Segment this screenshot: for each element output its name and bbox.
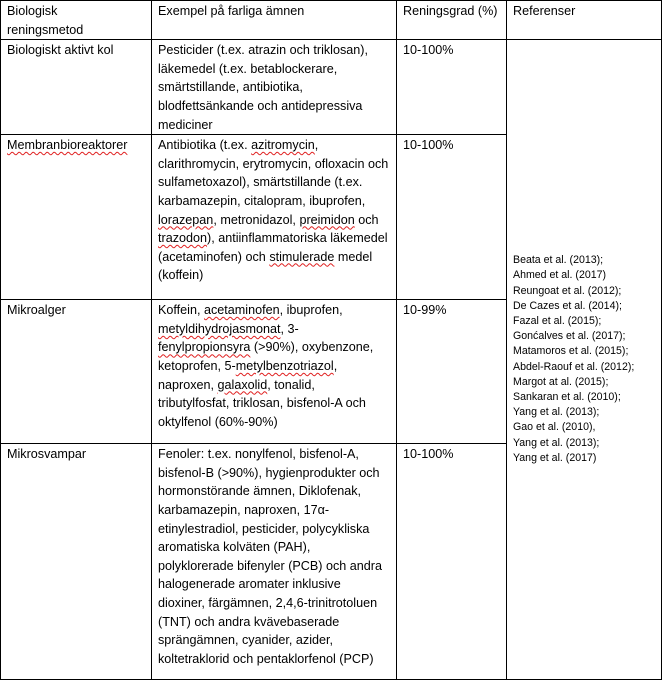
text-run: ), antiinflammatoriska läkemedel (acetaminofen) och — [158, 231, 388, 264]
degree-cell: 10-100% — [397, 444, 507, 680]
text-run: och — [354, 212, 379, 227]
method-cell: Mikroalger — [1, 300, 152, 444]
reference-item: Yang et al. (2013); — [513, 436, 600, 449]
reference-item: Reungoat et al. (2012); — [513, 284, 622, 297]
degree-cell: 10-100% — [397, 135, 507, 300]
method-cell: Biologiskt aktivt kol — [1, 40, 152, 135]
text-run: , naproxen, — [158, 358, 338, 392]
reference-item: Yang et al. (2017) — [513, 451, 597, 464]
examples-cell: Pesticider (t.ex. atrazin och triklosan), läkemedel (t.ex. betablockerare, smärtstillande, antibiotika, blodfettsänkande och antidepressiva mediciner — [152, 40, 397, 135]
text-run: Antibiotika (t.ex. — [158, 138, 252, 153]
degree-cell: 10-99% — [397, 300, 507, 444]
degree-cell: 10-100% — [397, 40, 507, 135]
reference-item: Sankaran et al. (2010); — [513, 391, 621, 404]
flagged-word: metylbenzotriazol — [235, 358, 334, 373]
flagged-word: trazodon — [158, 231, 208, 246]
reference-item: De Cazes et al. (2014); — [513, 299, 622, 312]
examples-cell — [152, 135, 397, 300]
reference-item: Abdel-Raouf et al. (2012); — [513, 360, 635, 373]
reference-item: Gao et al. (2010), — [513, 421, 596, 434]
text-run: , 3- — [280, 321, 299, 336]
header-method-line1: Biologisk — [7, 4, 58, 18]
text-run: , clarithromycin, erytromycin, ofloxacin och sulfametoxazol), smärtstillande (t.ex. karbamazepin, citalopram, ibuprofen, — [158, 138, 389, 208]
reference-item: Beata et al. (2013); — [513, 254, 604, 267]
table-row — [1, 40, 662, 135]
header-method — [1, 1, 152, 40]
header-row — [1, 1, 662, 40]
flagged-word: preimidon — [299, 212, 355, 227]
examples-cell: Fenoler: t.ex. nonylfenol, bisfenol-A, bisfenol-B (>90%), hygienprodukter och hormonstörande ämnen, Diklofenak, karbamazepin, naproxen, 17α-etinylestradiol, pesticider, polycykliska aromatiska kolväten (PAH), polyklorerade bifenyler (PCB) och andra halogenerade aromater inklusive dioxiner, färgämnen, 2,4,6-trinitrotoluen (TNT) och andra kvävebaserade sprängämnen, cyanider, azider, koltetraklorid och pentaklorfenol (PCP) — [152, 444, 397, 680]
reference-item: Fazal et al. (2015); — [513, 315, 602, 328]
flagged-word: acetaminofen — [203, 303, 280, 318]
text-run: , tonalid, tributylfosfat, triklosan, bisfenol-A och oktylfenol (60%-90%) — [158, 377, 366, 429]
flagged-word: galaxolid — [217, 377, 268, 392]
references-cell — [507, 40, 662, 680]
flagged-word: metyldihydrojasmonat — [158, 321, 281, 336]
header-degree: Reningsgrad (%) — [397, 1, 507, 40]
flagged-word: lorazepan — [158, 212, 214, 227]
flagged-word: azitromycin — [251, 138, 315, 153]
method-cell — [1, 135, 152, 300]
header-examples: Exempel på farliga ämnen — [152, 1, 397, 40]
reference-item: Margot at al. (2015); — [513, 375, 609, 388]
text-run: , metronidazol, — [213, 212, 300, 227]
method-name: Membranbioreaktorer — [7, 138, 128, 153]
header-references: Referenser — [507, 1, 662, 40]
flagged-word: stimulerade — [269, 249, 335, 264]
text-run: Koffein, — [158, 303, 204, 318]
reference-item: Yang et al. (2013); — [513, 406, 600, 419]
text-run: (>90%), oxybenzone, ketoprofen, 5- — [158, 340, 374, 373]
flagged-word: fenylpropionsyra — [158, 340, 251, 355]
reference-item: Gonćalves et al. (2017); — [513, 330, 626, 343]
method-cell: Mikrosvampar — [1, 444, 152, 680]
header-method-line2: reningsmetod — [7, 22, 84, 37]
reference-item: Matamoros et al. (2015); — [513, 345, 629, 358]
examples-cell — [152, 300, 397, 444]
reference-item: Ahmed et al. (2017) — [513, 269, 607, 282]
text-run: , ibuprofen, — [279, 303, 343, 318]
text-run: medel (koffein) — [158, 249, 373, 283]
